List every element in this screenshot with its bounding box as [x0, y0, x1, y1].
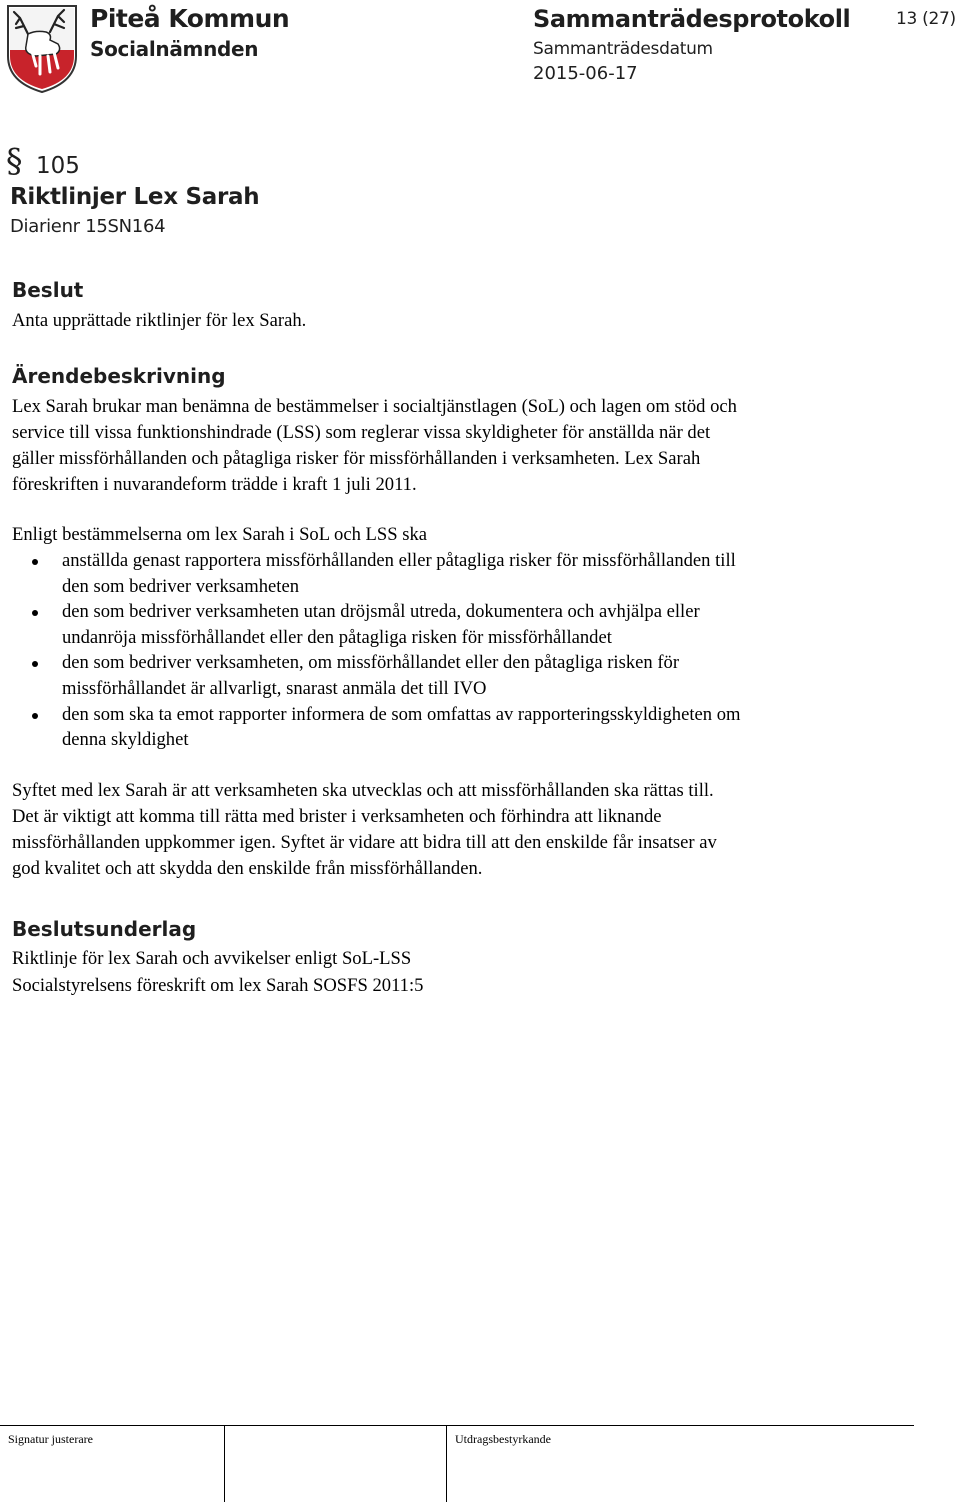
section-symbol: § — [6, 141, 23, 180]
list-item-line: undanröja missförhållandet eller den påtagliga risken för missförhållandet — [62, 626, 612, 648]
arende-line: service till vissa funktionshindrade (LSS) som reglerar vissa skyldigheter för anställda när det — [12, 422, 711, 443]
list-item-line: anställda genast rapportera missförhållanden eller påtagliga risker för missförhållanden till — [62, 550, 736, 571]
bullets-intro: Enligt bestämmelserna om lex Sarah i SoL och LSS ska — [12, 524, 428, 545]
signature-field[interactable] — [0, 1426, 224, 1502]
list-item — [12, 650, 740, 701]
reindeer-crest-icon — [6, 4, 78, 94]
list-item-line: denna skyldighet — [62, 729, 189, 751]
purpose-line: Syftet med lex Sarah är att verksamheten ska utvecklas och att missförhållanden ska rättas till. — [12, 780, 714, 801]
certification-field[interactable] — [446, 1426, 915, 1502]
signature-label: Signatur justerare — [8, 1432, 93, 1446]
arende-line: föreskriften i nuvarandeform trädde i kraft 1 juli 2011. — [12, 474, 417, 495]
obligations-list — [12, 548, 740, 753]
purpose-line: Det är viktigt att komma till rätta med brister i verksamheten och förhindra att liknande — [12, 806, 662, 827]
list-item-line: den som bedriver verksamheten — [62, 575, 299, 597]
underlag-line: Riktlinje för lex Sarah och avvikelser enligt SoL-LSS — [12, 948, 412, 969]
date-value: 2015-06-17 — [533, 63, 638, 84]
arende-line: Lex Sarah brukar man benämna de bestämmelser i socialtjänstlagen (SoL) och lagen om stöd och — [12, 396, 737, 417]
underlag-line: Socialstyrelsens föreskrift om lex Sarah SOSFS 2011:5 — [12, 975, 424, 996]
list-item-line: den som ska ta emot rapporter informera de som omfattas av rapporteringsskyldigheten om — [62, 703, 741, 725]
beslut-heading: Beslut — [12, 278, 84, 302]
item-number: 105 — [36, 153, 80, 179]
purpose-line: missförhållanden uppkommer igen. Syftet är vidare att bidra till att den enskilde får insatser av — [12, 832, 717, 853]
signature-footer — [0, 1425, 914, 1502]
list-item-line: den som bedriver verksamheten utan dröjsmål utreda, dokumentera och avhjälpa eller — [62, 601, 700, 623]
purpose-line: god kvalitet och att skydda den enskilde från missförhållanden. — [12, 858, 483, 879]
list-item — [12, 702, 740, 753]
list-item — [12, 599, 740, 650]
org-name: Piteå Kommun — [90, 4, 290, 33]
beslut-text: Anta upprättade riktlinjer för lex Sarah. — [12, 310, 307, 331]
list-item — [12, 548, 740, 599]
department-name: Socialnämnden — [90, 37, 259, 61]
date-label: Sammanträdesdatum — [533, 39, 713, 59]
list-item-line: missförhållandet är allvarligt, snarast anmäla det till IVO — [62, 677, 487, 699]
document-type: Sammanträdesprotokoll — [533, 5, 851, 33]
arende-line: gäller missförhållanden och påtagliga risker för missförhållanden i verksamheten. Lex Sarah — [12, 448, 701, 469]
diary-number: Diarienr 15SN164 — [10, 216, 166, 237]
signature-field-2[interactable] — [224, 1426, 447, 1502]
list-item-line: den som bedriver verksamheten, om missförhållandet eller den påtagliga risken för — [62, 652, 680, 674]
item-title: Riktlinjer Lex Sarah — [10, 184, 260, 210]
arendebeskrivning-heading: Ärendebeskrivning — [12, 364, 226, 388]
page-number: 13 (27) — [896, 9, 956, 29]
beslutsunderlag-heading: Beslutsunderlag — [12, 917, 197, 941]
certification-label: Utdragsbestyrkande — [455, 1432, 551, 1446]
